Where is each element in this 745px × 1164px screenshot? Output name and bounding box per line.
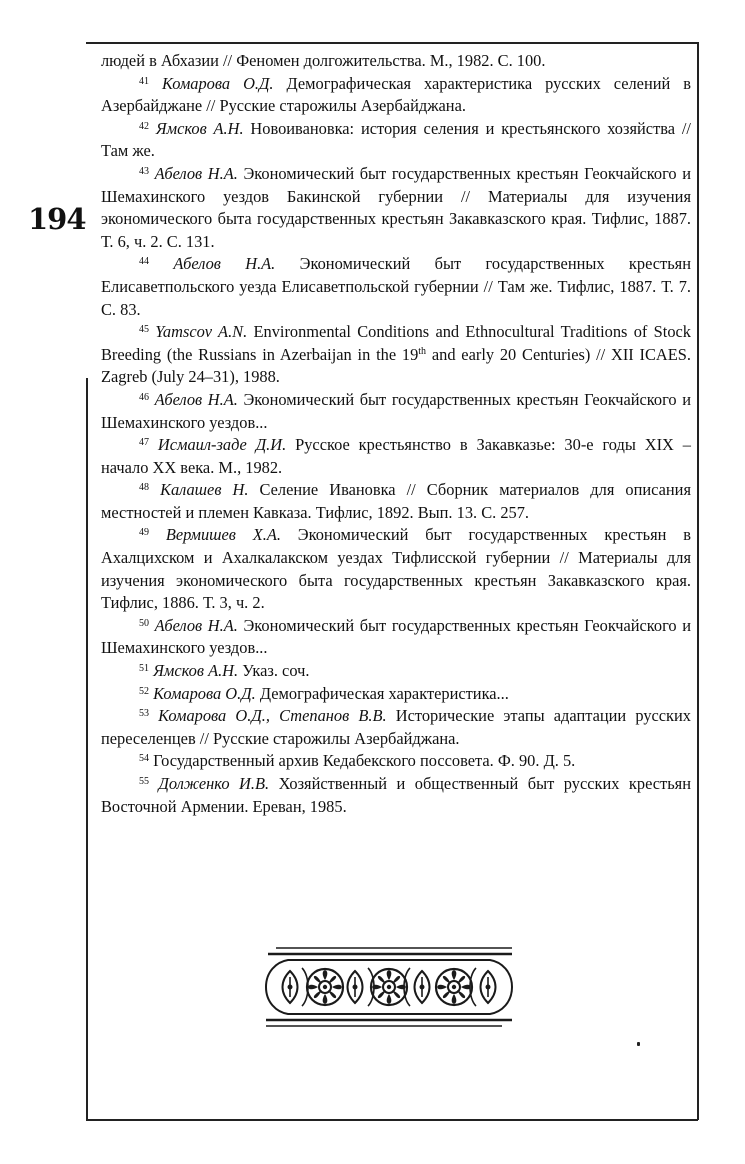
note-54: [101, 750, 691, 773]
note-46: [101, 389, 691, 434]
note-number: 44: [139, 256, 149, 268]
note-number: 45: [139, 324, 149, 336]
note-text: Экономический быт государственных крестьян Геокчайского и Шемахинского уездов Бакинской губернии // Материалы для изучения экономического быта государственных крестьян Закавказского края. Тифлис, 1887. Т. 6, ч. 2. С. 131.: [101, 163, 691, 251]
note-text: Демографическая характеристика...: [255, 683, 509, 703]
note-author: Калашев Н.: [160, 480, 249, 500]
note-number: 48: [139, 482, 149, 494]
note-text: Экономический быт государственных крестьян в Ахалцихском и Ахалкалакском уездах Тифлисской губернии // Материалы для изучения экономического быта государственных крестьян Закавказского края. Тифлис, 1886. Т. 3, ч. 2.: [101, 525, 692, 613]
frame-left-rule: [86, 378, 88, 1120]
note-author: Комарова О.Д., Степанов В.В.: [158, 706, 387, 726]
note-number: 54: [139, 753, 149, 765]
note-number: 52: [139, 685, 149, 697]
note-45: [101, 321, 691, 389]
note-text: Русское крестьянство в Закавказье: 30-е годы XIX – начало XX века. М., 1982.: [101, 435, 691, 477]
note-text: Environmental Conditions and Ethnocultural Traditions of Stock Breeding (the Russians in Azerbaijan in the 19: [101, 322, 691, 364]
note-author: Долженко И.В.: [158, 774, 270, 793]
page-number: 194: [28, 202, 86, 236]
note-text: Исторические этапы адаптации русских переселенцев // Русские старожилы Азербайджана.: [101, 706, 691, 748]
note-author: Абелов Н.А.: [154, 615, 238, 635]
note-number: 43: [139, 165, 149, 177]
note-author: Yamscov A.N.: [155, 322, 248, 342]
frame-top-rule: [86, 42, 698, 44]
note-text: and early 20 Centuries) // XII ICAES. Zagreb (July 24–31), 1988.: [101, 344, 691, 387]
note-number: 41: [139, 75, 149, 87]
note-author: Вермишев Х.А.: [165, 525, 281, 545]
note-author: Комарова О.Д.: [153, 683, 256, 703]
note-42: [101, 118, 691, 163]
note-text: Селение Ивановка // Сборник материалов для описания местностей и племен Кавказа. Тифлис, 1892. Вып. 13. С. 257.: [101, 480, 691, 522]
footnotes-block: [101, 50, 691, 818]
note-author: Комарова О.Д.: [162, 73, 274, 93]
note-number: 47: [139, 437, 149, 449]
note-text: Указ. соч.: [238, 661, 310, 681]
note-author: Исмаил-заде Д.И.: [157, 435, 287, 455]
note-author: Абелов Н.А.: [173, 254, 276, 274]
floral-ornament-icon: [262, 946, 516, 1028]
note-52: [101, 683, 691, 706]
note-53: [101, 705, 691, 750]
note-43: [101, 163, 691, 253]
note-51: [101, 660, 691, 683]
note-48: [101, 479, 691, 524]
note-author: Абелов Н.А.: [154, 163, 238, 183]
note-text: Демографическая характеристика русских селений в Азербайджане // Русские старожилы Азербайджана.: [101, 73, 691, 116]
note-41: [101, 73, 691, 118]
note-49: [101, 524, 691, 614]
note-text: Экономический быт государственных крестьян Геокчайского и Шемахинского уездов...: [101, 615, 691, 658]
note-number: 46: [139, 391, 149, 403]
note-text: Государственный архив Кедабекского поссовета. Ф. 90. Д. 5.: [153, 751, 576, 771]
note-number: 55: [139, 776, 149, 787]
note-continuation: [101, 50, 691, 73]
note-author: Абелов Н.А.: [154, 389, 238, 409]
note-44: [101, 253, 691, 321]
note-text: Экономический быт государственных крестьян Елисаветпольского уезда Елисаветпольской губернии // Там же. Тифлис, 1887. Т. 7. С. 83.: [101, 254, 691, 319]
note-55: [101, 773, 691, 818]
frame-right-rule: [697, 42, 699, 1120]
note-continuation-text: людей в Абхазии // Феномен долгожительства. М., 1982. С. 100.: [101, 51, 546, 70]
note-text: Новоивановка: история селения и крестьянского хозяйства // Там же.: [101, 118, 691, 161]
note-number: 51: [139, 663, 149, 675]
frame-bottom-rule: [86, 1119, 698, 1121]
note-number: 49: [139, 527, 149, 539]
note-number: 50: [139, 617, 149, 629]
note-author: Ямсков А.Н.: [155, 118, 244, 138]
note-number: 42: [139, 120, 149, 132]
note-text: Экономический быт государственных крестьян Геокчайского и Шемахинского уездов...: [101, 389, 691, 432]
note-superscript: th: [418, 345, 427, 357]
ink-speck: [637, 1042, 640, 1046]
note-50: [101, 615, 691, 660]
note-text: Хозяйственный и общественный быт русских крестьян Восточной Армении. Ереван, 1985.: [101, 774, 691, 816]
note-author: Ямсков А.Н.: [153, 661, 239, 681]
note-47: [101, 434, 691, 479]
note-number: 53: [139, 708, 149, 720]
